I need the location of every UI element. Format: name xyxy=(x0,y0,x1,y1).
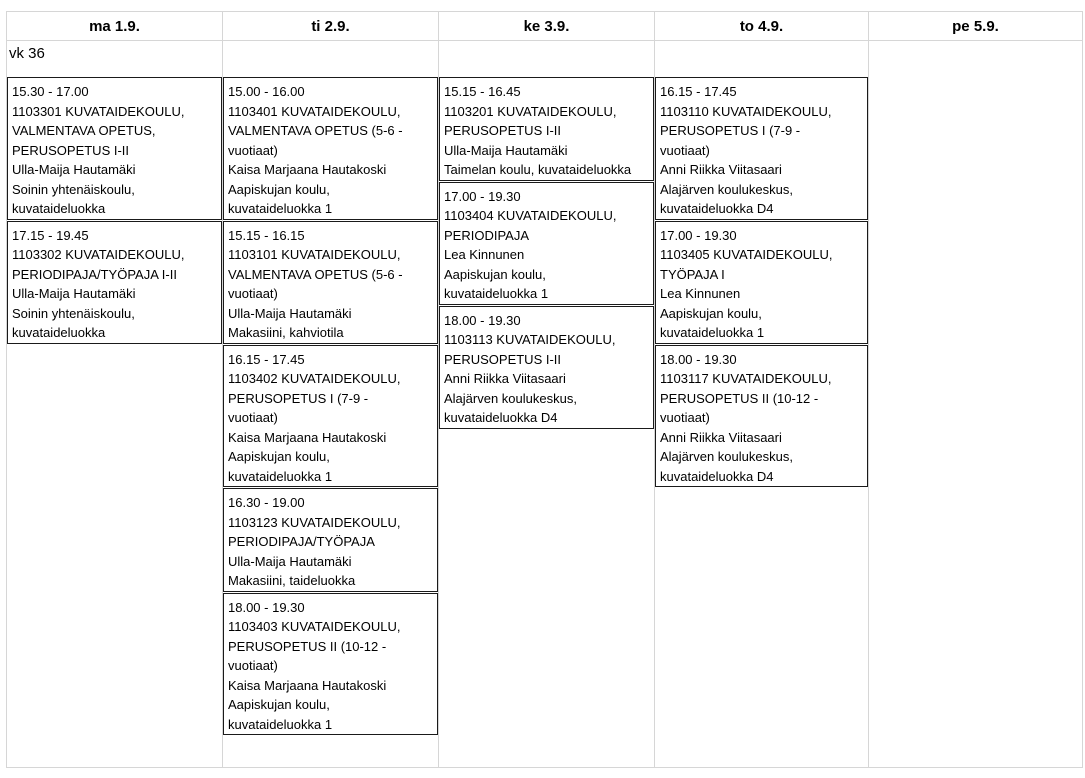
event-detail-line: PERUSOPETUS I (7-9 - xyxy=(660,123,801,138)
event-detail-line: PERUSOPETUS II (10-12 - xyxy=(228,638,387,654)
week-row-empty xyxy=(439,41,654,77)
event-detail-line: PERIODIPAJA/TYÖPAJA xyxy=(228,534,375,549)
event-detail-line: Kaisa Marjaana Hautakoski xyxy=(228,429,387,445)
event-detail-line: vuotiaat) xyxy=(660,410,710,425)
day-column-tue xyxy=(222,11,439,768)
event-detail-line: PERUSOPETUS I-II xyxy=(444,123,562,138)
day-column-wed xyxy=(438,11,655,768)
event-detail-line: kuvataideluokka 1 xyxy=(444,286,549,301)
event-block[interactable] xyxy=(223,593,438,736)
event-detail-line: 1103401 KUVATAIDEKOULU, xyxy=(228,103,401,119)
day-column-fri xyxy=(868,11,1083,768)
event-block[interactable] xyxy=(439,182,654,305)
event-time: 18.00 - 19.30 xyxy=(660,351,737,367)
event-detail-line: kuvataideluokka 1 xyxy=(228,468,333,484)
week-number-label: vk 36 xyxy=(9,45,45,62)
event-time: 15.15 - 16.45 xyxy=(444,84,521,99)
event-detail-line: kuvataideluokka D4 xyxy=(660,201,774,216)
event-block[interactable] xyxy=(7,77,222,220)
day-header: ke 3.9. xyxy=(439,12,654,41)
event-detail-line: PERUSOPETUS I-II xyxy=(444,351,562,367)
event-detail-line: vuotiaat) xyxy=(228,658,278,673)
event-detail-line: Anni Riikka Viitasaari xyxy=(444,371,566,386)
day-column-thu xyxy=(654,11,869,768)
event-time: 16.30 - 19.00 xyxy=(228,495,305,510)
event-detail-line: Alajärven koulukeskus, xyxy=(660,449,793,464)
event-time: 18.00 - 19.30 xyxy=(228,599,305,615)
event-detail-line: 1103117 KUVATAIDEKOULU, xyxy=(660,371,832,386)
event-detail-line: Aapiskujan koulu, xyxy=(660,305,762,321)
event-detail-line: 1103123 KUVATAIDEKOULU, xyxy=(228,514,401,530)
event-block[interactable] xyxy=(223,345,438,488)
event-detail-line: Ulla-Maija Hautamäki xyxy=(444,142,568,158)
event-time: 15.15 - 16.15 xyxy=(228,227,305,243)
event-detail-line: 1103302 KUVATAIDEKOULU, xyxy=(12,247,185,262)
event-detail-line: Aapiskujan koulu, xyxy=(228,697,330,712)
event-detail-line: Anni Riikka Viitasaari xyxy=(660,429,782,445)
event-detail-line: vuotiaat) xyxy=(660,142,710,158)
event-time: 17.00 - 19.30 xyxy=(444,188,521,204)
event-detail-line: kuvataideluokka 1 xyxy=(228,201,333,216)
week-row-empty xyxy=(869,41,1082,77)
event-detail-line: PERIODIPAJA xyxy=(444,227,530,243)
event-detail-line: PERUSOPETUS I-II xyxy=(12,142,130,158)
event-detail-line: Kaisa Marjaana Hautakoski xyxy=(228,677,387,693)
event-block[interactable] xyxy=(655,77,868,220)
event-detail-line: 1103301 KUVATAIDEKOULU, xyxy=(12,103,185,119)
event-detail-line: Makasiini, taideluokka xyxy=(228,573,356,588)
event-detail-line: 1103113 KUVATAIDEKOULU, xyxy=(444,332,616,347)
event-detail-line: kuvataideluokka D4 xyxy=(660,468,774,484)
event-detail-line: Aapiskujan koulu, xyxy=(228,449,330,464)
event-detail-line: kuvataideluokka xyxy=(12,201,106,216)
event-detail-line: 1103201 KUVATAIDEKOULU, xyxy=(444,103,617,119)
event-detail-line: 1103404 KUVATAIDEKOULU, xyxy=(444,208,617,223)
event-detail-line: kuvataideluokka 1 xyxy=(228,716,333,732)
event-detail-line: Soinin yhtenäiskoulu, xyxy=(12,181,135,197)
event-block[interactable] xyxy=(439,306,654,429)
event-detail-line: vuotiaat) xyxy=(228,286,278,301)
event-detail-line: kuvataideluokka xyxy=(12,325,106,340)
event-detail-line: Taimelan koulu, kuvataideluokka xyxy=(444,162,632,177)
event-detail-line: Ulla-Maija Hautamäki xyxy=(12,162,136,177)
event-detail-line: Kaisa Marjaana Hautakoski xyxy=(228,162,387,177)
event-detail-line: Ulla-Maija Hautamäki xyxy=(228,553,352,569)
event-detail-line: vuotiaat) xyxy=(228,410,278,425)
event-detail-line: PERUSOPETUS I (7-9 - xyxy=(228,390,369,406)
event-time: 18.00 - 19.30 xyxy=(444,312,521,328)
event-detail-line: Ulla-Maija Hautamäki xyxy=(12,286,136,301)
event-time: 17.00 - 19.30 xyxy=(660,227,737,243)
week-row-empty xyxy=(223,41,438,77)
event-block[interactable] xyxy=(223,221,438,344)
event-detail-line: Aapiskujan koulu, xyxy=(228,181,330,197)
event-detail-line: Anni Riikka Viitasaari xyxy=(660,162,782,177)
event-block[interactable] xyxy=(655,221,868,344)
day-events xyxy=(439,77,654,429)
event-detail-line: Lea Kinnunen xyxy=(660,286,741,301)
event-detail-line: kuvataideluokka 1 xyxy=(660,325,765,340)
event-detail-line: Alajärven koulukeskus, xyxy=(660,181,793,197)
event-detail-line: Lea Kinnunen xyxy=(444,247,525,262)
day-events xyxy=(223,77,438,735)
event-block[interactable] xyxy=(439,77,654,181)
event-detail-line: 1103402 KUVATAIDEKOULU, xyxy=(228,371,401,386)
event-detail-line: VALMENTAVA OPETUS (5-6 - xyxy=(228,266,403,282)
event-detail-line: vuotiaat) xyxy=(228,142,278,158)
day-column-mon xyxy=(6,11,223,768)
day-header: to 4.9. xyxy=(655,12,868,41)
event-block[interactable] xyxy=(223,488,438,592)
event-detail-line: TYÖPAJA I xyxy=(660,266,725,282)
day-header: pe 5.9. xyxy=(869,12,1082,41)
event-detail-line: PERIODIPAJA/TYÖPAJA I-II xyxy=(12,266,177,282)
event-detail-line: Soinin yhtenäiskoulu, xyxy=(12,305,135,321)
event-detail-line: 1103403 KUVATAIDEKOULU, xyxy=(228,619,401,634)
week-row-empty xyxy=(655,41,868,77)
day-header: ti 2.9. xyxy=(223,12,438,41)
day-events xyxy=(655,77,868,487)
event-detail-line: VALMENTAVA OPETUS, xyxy=(12,123,156,138)
day-header: ma 1.9. xyxy=(7,12,222,41)
day-events xyxy=(7,77,222,344)
event-detail-line: Makasiini, kahviotila xyxy=(228,325,344,340)
event-time: 15.00 - 16.00 xyxy=(228,84,305,99)
event-time: 15.30 - 17.00 xyxy=(12,84,89,99)
event-detail-line: VALMENTAVA OPETUS (5-6 - xyxy=(228,123,403,138)
event-time: 16.15 - 17.45 xyxy=(228,351,305,367)
event-time: 17.15 - 19.45 xyxy=(12,227,89,243)
week-calendar xyxy=(6,11,1085,768)
event-time: 16.15 - 17.45 xyxy=(660,84,737,99)
event-detail-line: Aapiskujan koulu, xyxy=(444,266,546,282)
event-block[interactable] xyxy=(223,77,438,220)
event-detail-line: 1103110 KUVATAIDEKOULU, xyxy=(660,103,832,119)
event-detail-line: PERUSOPETUS II (10-12 - xyxy=(660,390,819,406)
event-detail-line: kuvataideluokka D4 xyxy=(444,410,558,425)
event-detail-line: 1103405 KUVATAIDEKOULU, xyxy=(660,247,833,262)
event-detail-line: 1103101 KUVATAIDEKOULU, xyxy=(228,247,401,262)
event-block[interactable] xyxy=(655,345,868,488)
event-detail-line: Ulla-Maija Hautamäki xyxy=(228,305,352,321)
event-detail-line: Alajärven koulukeskus, xyxy=(444,390,577,406)
event-block[interactable] xyxy=(7,221,222,344)
